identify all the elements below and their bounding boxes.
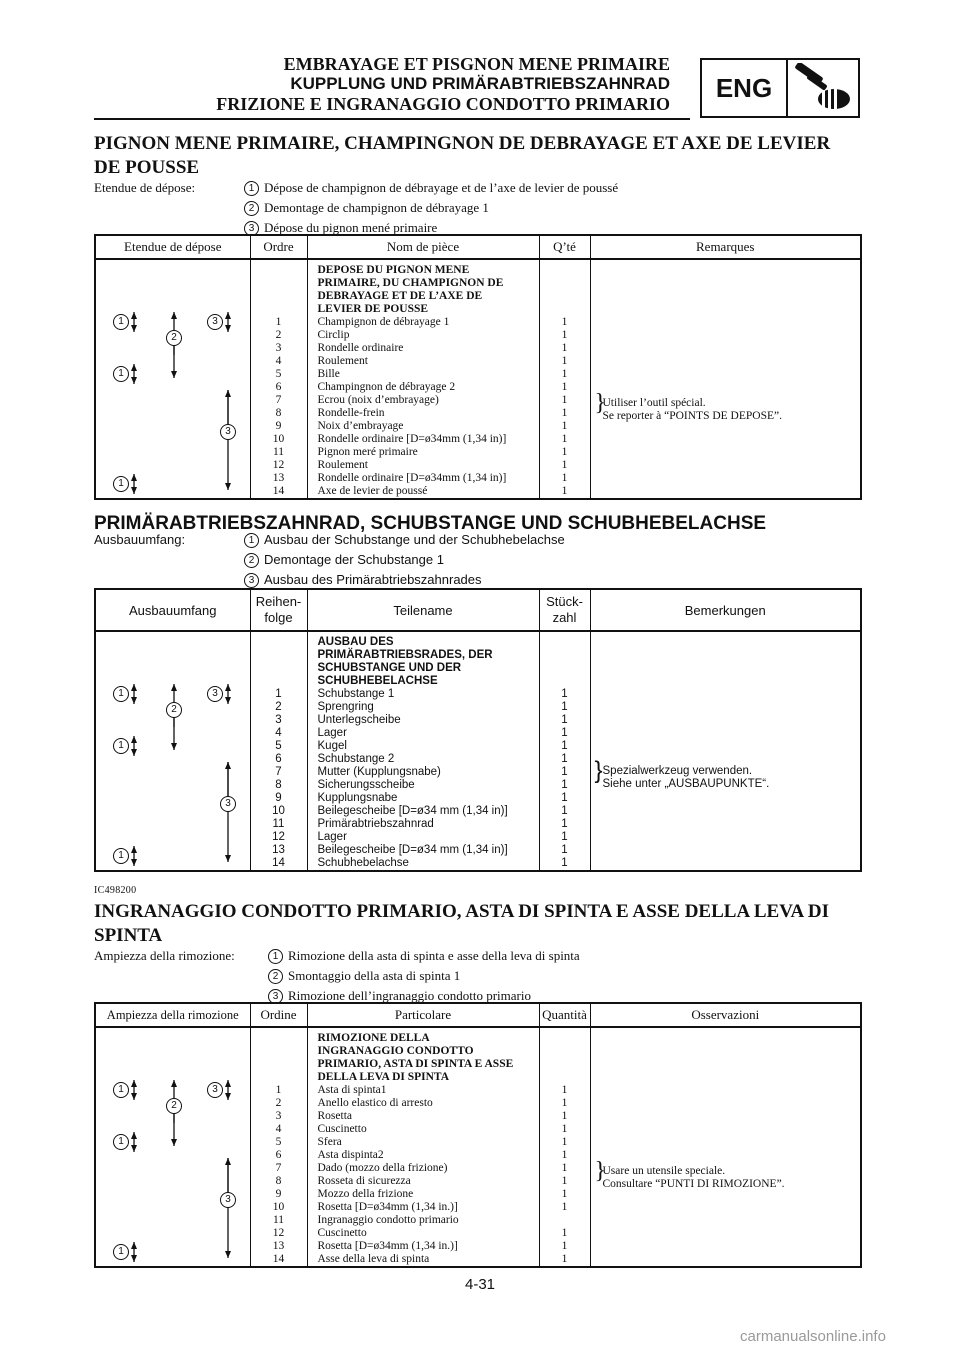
spacer-line (251, 303, 307, 316)
group-heading-line: DEPOSE DU PIGNON MENE (317, 264, 470, 276)
section3-table (94, 1002, 862, 1268)
table-cell-line: 11 (272, 818, 285, 830)
table-cell-line: 6 (275, 753, 282, 765)
group-heading-line: PRIMARIO, ASTA DI SPINTA E ASSE (317, 1058, 514, 1070)
table-cell-line: 1 (561, 355, 568, 367)
col-scope: Ampiezza della rimozione (95, 1003, 250, 1027)
chapter-header (196, 54, 670, 114)
remarks-cell (590, 259, 861, 499)
remarks-cell (590, 631, 861, 871)
remark-line-1: Utiliser l’outil spécial. (602, 397, 706, 409)
section2-table (94, 588, 862, 872)
scope-label: Etendue de dépose: (94, 180, 196, 195)
table-cell-line: 7 (275, 766, 282, 778)
scope-diagram (95, 259, 250, 499)
table-cell-line: Cuscinetto (317, 1227, 367, 1239)
arrow-down-icon (225, 697, 231, 704)
spacer-line (251, 662, 307, 675)
table-cell-line: Sicherungsscheibe (317, 779, 415, 791)
table-cell-line: 1 (561, 1175, 568, 1187)
arrow-up-icon (131, 364, 137, 371)
table-cell-line: 1 (275, 1084, 282, 1096)
table-cell-line: 5 (275, 368, 282, 380)
table-cell-line: 1 (561, 316, 568, 328)
header-line-de: KUPPLUNG UND PRIMÄRABTRIEBSZAHNRAD (290, 74, 670, 93)
arrow-down-icon (225, 483, 231, 490)
col-qty: Stück- zahl (539, 589, 590, 631)
table-cell-line: Schubhebelachse (317, 857, 409, 869)
table-cell-line: 1 (561, 779, 568, 791)
circled-number-1: 1 (113, 366, 129, 382)
table-cell-line: 1 (275, 688, 282, 700)
col-remarks: Remarques (590, 235, 861, 259)
scope-item-2: 2 Demontage de champignon de débrayage 1 (244, 198, 489, 218)
remark-line-2: Siehe unter „AUSBAUPUNKTE“. (602, 778, 770, 790)
table-cell-line: 10 (272, 433, 285, 445)
table-cell-line: 12 (272, 459, 285, 471)
table-cell-line: 1 (561, 329, 568, 341)
spacer-line (251, 1032, 307, 1045)
remark-line-1: Usare un utensile speciale. (602, 1165, 726, 1177)
table-cell-line: Kugel (317, 740, 347, 752)
arrow-down-icon (131, 1255, 137, 1262)
group-heading-line: PRIMÄRABTRIEBSRADES, DER (317, 649, 493, 661)
engine-bolt-icon (788, 60, 858, 116)
table-cell-line: Dado (mozzo della frizione) (317, 1162, 448, 1174)
arrow-down-icon (131, 487, 137, 494)
table-cell-line: 1 (561, 1240, 568, 1252)
table-cell-line: Circlip (317, 329, 350, 341)
circled-number-2: 2 (166, 1098, 182, 1114)
arrow-up-icon (171, 1080, 177, 1087)
table-cell-line: 1 (561, 805, 568, 817)
table-cell-line: 2 (275, 1097, 282, 1109)
brace: } (594, 757, 603, 784)
circled-number-1: 1 (113, 1244, 129, 1260)
circled-number-1: 1 (113, 686, 129, 702)
table-cell-line: 2 (275, 701, 282, 713)
circled-number-1: 1 (113, 848, 129, 864)
spacer-line (540, 303, 590, 316)
circled-number-1: 1 (113, 1134, 129, 1150)
table-cell-line: 11 (272, 1214, 285, 1226)
group-heading-line: SCHUBHEBELACHSE (317, 675, 438, 687)
spacer-line (540, 649, 590, 662)
col-scope: Ausbauumfang (95, 589, 250, 631)
table-cell-line: 12 (272, 1227, 285, 1239)
table-cell-line: 9 (275, 420, 282, 432)
header-line-it: FRIZIONE E INGRANAGGIO CONDOTTO PRIMARIO (216, 94, 670, 114)
table-cell-line: 1 (561, 472, 568, 484)
eng-badge-label: ENG (702, 60, 788, 116)
eng-badge (700, 58, 860, 118)
table-cell-line: 1 (561, 433, 568, 445)
order-column (250, 631, 307, 871)
group-heading-line: RIMOZIONE DELLA (317, 1032, 430, 1044)
table-cell-line: 12 (272, 831, 285, 843)
remark-line-1: Spezialwerkzeug verwenden. (602, 765, 753, 777)
arrow-down-icon (131, 749, 137, 756)
table-cell-line: Rondelle ordinaire [D=ø34mm (1,34 in)] (317, 472, 507, 484)
table-cell-line: 1 (561, 1123, 568, 1135)
arrow-down-icon (131, 859, 137, 866)
table-cell-line: 1 (561, 1136, 568, 1148)
table-cell-line: 1 (561, 381, 568, 393)
scope-item-3: 3 Ausbau des Primärabtriebszahnrades (244, 570, 482, 590)
spacer-line (540, 290, 590, 303)
arrow-up-icon (131, 684, 137, 691)
spacer-line (540, 264, 590, 277)
arrow-down-icon (171, 1139, 177, 1146)
circled-number-2: 2 (166, 702, 182, 718)
table-cell-line: Ecrou (noix d’embrayage) (317, 394, 439, 406)
arrow-down-icon (225, 325, 231, 332)
table-cell-line: Schubstange 2 (317, 753, 395, 765)
col-order: Ordre (250, 235, 307, 259)
scope-item-1: 1 Ausbau der Schubstange und der Schubhebelachse (244, 530, 565, 550)
arrow-up-icon (131, 736, 137, 743)
col-scope: Etendue de dépose (95, 235, 250, 259)
watermark: carmanualsonline.info (740, 1328, 886, 1345)
table-cell-line: 2 (275, 329, 282, 341)
spacer-line (251, 649, 307, 662)
table-cell-line: Beilegescheibe [D=ø34 mm (1,34 in)] (317, 844, 508, 856)
scope-item-2: 2 Demontage der Schubstange 1 (244, 550, 444, 570)
table-cell-line: 1 (561, 1084, 568, 1096)
table-cell-line: 1 (561, 1201, 568, 1213)
part-name-column (307, 259, 539, 499)
table-cell-line: Anello elastico di arresto (317, 1097, 433, 1109)
spacer-line (251, 1071, 307, 1084)
table-cell-line: Rondelle-frein (317, 407, 385, 419)
arrow-up-icon (225, 762, 231, 769)
table-cell-line: 7 (275, 394, 282, 406)
table-cell-line: 3 (275, 714, 282, 726)
table-cell-line: Axe de levier de poussé (317, 485, 428, 497)
table-cell-line: Asta dispinta2 (317, 1149, 384, 1161)
table-cell-line: 1 (561, 727, 568, 739)
table-cell-line: Rosseta di sicurezza (317, 1175, 411, 1187)
brace: } (594, 1158, 607, 1184)
quantity-column (539, 631, 590, 871)
table-cell-line: 1 (561, 1162, 568, 1174)
table-cell-line: 3 (275, 342, 282, 354)
table-cell-line: 1 (561, 1097, 568, 1109)
arrow-down-icon (171, 371, 177, 378)
group-heading-line: INGRANAGGIO CONDOTTO (317, 1045, 474, 1057)
table-cell-line: 6 (275, 381, 282, 393)
table-cell-line: Sprengring (317, 701, 374, 713)
table-cell-line: 14 (272, 857, 285, 869)
table-cell-line: Lager (317, 831, 347, 843)
section1-table (94, 234, 862, 500)
table-cell-line: Rosetta (317, 1110, 352, 1122)
group-heading-line: DEBRAYAGE ET DE L’AXE DE (317, 290, 483, 302)
part-name-column (307, 1027, 539, 1267)
arrow-down-icon (225, 1093, 231, 1100)
circled-number-3: 3 (220, 1192, 236, 1208)
col-qty: Q’té (539, 235, 590, 259)
arrow-down-icon (225, 1251, 231, 1258)
table-cell-line: Ingranaggio condotto primario (317, 1214, 459, 1226)
arrow-up-icon (171, 684, 177, 691)
table-cell-line: Rondelle ordinaire (317, 342, 404, 354)
table-cell-line: 1 (561, 701, 568, 713)
circled-number-3: 3 (207, 314, 223, 330)
table-cell-line: Asse della leva di spinta (317, 1253, 430, 1265)
table-cell-line: 11 (272, 446, 285, 458)
scope-diagram (95, 631, 250, 871)
quantity-column (539, 1027, 590, 1267)
table-cell-line: Primärabtriebszahnrad (317, 818, 434, 830)
spacer-line (540, 1045, 590, 1058)
arrow-down-icon (131, 377, 137, 384)
spacer-line (251, 1058, 307, 1071)
section2-title: PRIMÄRABTRIEBSZAHNRAD, SCHUBSTANGE UND SCHUBHEBELACHSE (94, 513, 767, 534)
spacer-line (540, 1071, 590, 1084)
remarks-cell (590, 1027, 861, 1267)
table-cell-line: 4 (275, 1123, 282, 1135)
arrow-up-icon (171, 312, 177, 319)
table-cell-line: 1 (561, 844, 568, 856)
table-cell-line: 8 (275, 407, 282, 419)
table-cell-line: 1 (561, 831, 568, 843)
circled-number-1: 1 (113, 738, 129, 754)
circled-number-1: 1 (113, 1082, 129, 1098)
table-cell-line: Rosetta [D=ø34mm (1,34 in.)] (317, 1240, 458, 1252)
group-heading-line: LEVIER DE POUSSE (317, 303, 429, 315)
table-cell-line: 1 (275, 316, 282, 328)
arrow-down-icon (131, 1093, 137, 1100)
table-cell-line: 14 (272, 1253, 285, 1265)
table-cell-line: 4 (275, 727, 282, 739)
scope-item-1: 1 Dépose de champignon de débrayage et de l’axe de levier de poussé (244, 178, 618, 198)
table-cell-line: Mozzo della frizione (317, 1188, 414, 1200)
table-cell-line: 1 (561, 740, 568, 752)
table-cell-line: 4 (275, 355, 282, 367)
table-cell-line: 9 (275, 792, 282, 804)
table-cell-line: 9 (275, 1188, 282, 1200)
arrow-down-icon (131, 325, 137, 332)
table-cell-line: 10 (272, 1201, 285, 1213)
part-name-column (307, 631, 539, 871)
table-cell-line: Beilegescheibe [D=ø34 mm (1,34 in)] (317, 805, 508, 817)
table-cell-line: 1 (561, 459, 568, 471)
table-cell-line: Asta di spinta1 (317, 1084, 387, 1096)
spacer-line (540, 277, 590, 290)
table-cell-line: Sfera (317, 1136, 342, 1148)
table-cell-line: 1 (561, 766, 568, 778)
scope-label: Ampiezza della rimozione: (94, 948, 235, 963)
table-cell-line: Unterlegscheibe (317, 714, 401, 726)
col-part: Nom de pièce (307, 235, 539, 259)
table-cell-line: 6 (275, 1149, 282, 1161)
table-cell-line: Champingnon de débrayage 2 (317, 381, 456, 393)
table-cell-line: Rosetta [D=ø34mm (1,34 in.)] (317, 1201, 458, 1213)
scope-diagram (95, 1027, 250, 1267)
circled-number-3: 3 (207, 1082, 223, 1098)
table-cell-line: 1 (561, 1253, 568, 1265)
brace: } (594, 390, 607, 416)
table-cell-line: Roulement (317, 355, 368, 367)
arrow-up-icon (225, 390, 231, 397)
table-cell-line: Pignon meré primaire (317, 446, 418, 458)
table-cell-line: 1 (561, 1227, 568, 1239)
table-cell-line: 1 (561, 368, 568, 380)
col-part: Teilename (307, 589, 539, 631)
order-column (250, 1027, 307, 1267)
header-rule (94, 118, 690, 120)
arrow-down-icon (131, 697, 137, 704)
table-cell-line: 14 (272, 485, 285, 497)
spacer-line (251, 277, 307, 290)
spacer-line (540, 636, 590, 649)
circled-number-3: 3 (207, 686, 223, 702)
table-cell-line: Champignon de débrayage 1 (317, 316, 450, 328)
group-heading-line: DELLA LEVA DI SPINTA (317, 1071, 450, 1083)
section3-ref-code: IC498200 (94, 885, 137, 896)
remark-line-2: Consultare “PUNTI DI RIMOZIONE”. (602, 1178, 785, 1190)
scope-item-3: 3 Rimozione dell’ingranaggio condotto primario (268, 986, 531, 1006)
table-cell-line: Kupplungsnabe (317, 792, 398, 804)
col-part: Particolare (307, 1003, 539, 1027)
table-cell-line: 8 (275, 1175, 282, 1187)
table-cell-line: Lager (317, 727, 347, 739)
col-order: Reihen- folge (250, 589, 307, 631)
table-cell-line: 3 (275, 1110, 282, 1122)
scope-item-3: 3 Dépose du pignon mené primaire (244, 218, 437, 238)
circled-number-3: 3 (220, 424, 236, 440)
scope-label: Ausbauumfang: (94, 532, 186, 547)
arrow-up-icon (131, 1080, 137, 1087)
arrow-up-icon (131, 846, 137, 853)
table-cell-line: 1 (561, 857, 568, 869)
table-cell-line: 1 (561, 446, 568, 458)
spacer-line (251, 675, 307, 688)
table-cell-line: 13 (272, 472, 285, 484)
arrow-down-icon (171, 743, 177, 750)
table-cell-line: 1 (561, 1149, 568, 1161)
table-cell-line: Noix d’embrayage (317, 420, 404, 432)
arrow-down-icon (131, 1145, 137, 1152)
spacer-line (540, 1058, 590, 1071)
table-cell-line: 1 (561, 818, 568, 830)
table-cell-line: 1 (561, 753, 568, 765)
spacer-line (251, 636, 307, 649)
col-order: Ordine (250, 1003, 307, 1027)
spacer-line (540, 675, 590, 688)
scope-item-2: 2 Smontaggio della asta di spinta 1 (268, 966, 460, 986)
spacer-line (540, 1032, 590, 1045)
col-remarks: Osservazioni (590, 1003, 861, 1027)
table-cell-line: 8 (275, 779, 282, 791)
table-cell-line: 7 (275, 1162, 282, 1174)
circled-number-2: 2 (166, 330, 182, 346)
quantity-column (539, 259, 590, 499)
spacer-line (540, 662, 590, 675)
table-cell-line (540, 1214, 590, 1227)
group-heading-line: SCHUBSTANGE UND DER (317, 662, 462, 674)
group-heading-line: AUSBAU DES (317, 636, 394, 648)
table-cell-line: 1 (561, 407, 568, 419)
group-heading-line: PRIMAIRE, DU CHAMPIGNON DE (317, 277, 504, 289)
table-cell-line: Schubstange 1 (317, 688, 395, 700)
section3-title: INGRANAGGIO CONDOTTO PRIMARIO, ASTA DI SPINTA E ASSE DELLA LEVA DI SPINTA (94, 901, 830, 946)
table-cell-line: 1 (561, 394, 568, 406)
table-cell-line: 1 (561, 1188, 568, 1200)
arrow-up-icon (131, 474, 137, 481)
arrow-up-icon (131, 1132, 137, 1139)
spacer-line (251, 264, 307, 277)
table-cell-line: 1 (561, 1110, 568, 1122)
spacer-line (251, 290, 307, 303)
table-cell-line: 10 (272, 805, 285, 817)
table-cell-line: 1 (561, 714, 568, 726)
table-cell-line: Bille (317, 368, 340, 380)
table-cell-line: Cuscinetto (317, 1123, 367, 1135)
col-remarks: Bemerkungen (590, 589, 861, 631)
circled-number-1: 1 (113, 476, 129, 492)
table-cell-line: 1 (561, 420, 568, 432)
table-cell-line: 1 (561, 485, 568, 497)
table-cell-line: 5 (275, 1136, 282, 1148)
table-cell-line: 13 (272, 1240, 285, 1252)
section1-title: PIGNON MENE PRIMAIRE, CHAMPINGNON DE DEBRAYAGE ET AXE DE LEVIER DE POUSSE (94, 133, 831, 178)
arrow-up-icon (225, 1080, 231, 1087)
table-cell-line: Mutter (Kupplungsnabe) (317, 766, 441, 778)
scope-item-1: 1 Rimozione della asta di spinta e asse della leva di spinta (268, 946, 580, 966)
arrow-down-icon (225, 855, 231, 862)
arrow-up-icon (225, 1158, 231, 1165)
header-line-fr: EMBRAYAGE ET PISGNON MENE PRIMAIRE (283, 54, 670, 74)
arrow-up-icon (225, 312, 231, 319)
circled-number-1: 1 (113, 314, 129, 330)
order-column (250, 259, 307, 499)
circled-number-3: 3 (220, 796, 236, 812)
table-cell-line: 13 (272, 844, 285, 856)
page-number: 4-31 (464, 1276, 496, 1293)
remark-line-2: Se reporter à “POINTS DE DEPOSE”. (602, 410, 782, 422)
col-qty: Quantità (539, 1003, 590, 1027)
table-cell-line: 1 (561, 342, 568, 354)
table-cell-line: 1 (561, 688, 568, 700)
arrow-up-icon (225, 684, 231, 691)
table-cell-line: 5 (275, 740, 282, 752)
table-cell-line: Rondelle ordinaire [D=ø34mm (1,34 in)] (317, 433, 507, 445)
arrow-up-icon (131, 1242, 137, 1249)
spacer-line (251, 1045, 307, 1058)
arrow-up-icon (131, 312, 137, 319)
table-cell-line: 1 (561, 792, 568, 804)
table-cell-line: Roulement (317, 459, 368, 471)
